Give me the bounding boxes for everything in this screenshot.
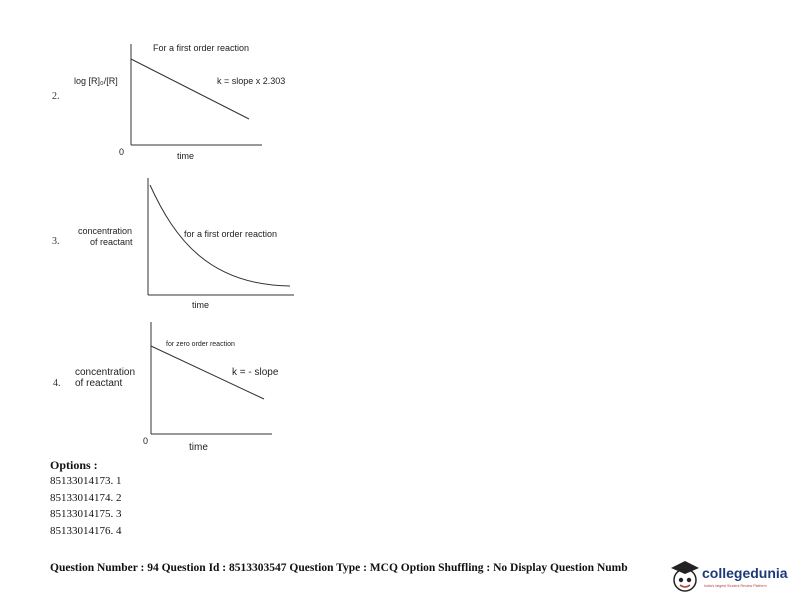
graph-2-annotation: k = slope x 2.303 xyxy=(217,76,286,86)
graph-4-x-label: time xyxy=(189,442,208,453)
graph-2-number: 2. xyxy=(52,91,60,102)
graph-2-origin: 0 xyxy=(119,147,125,157)
graph-3-y-label-line2: of reactant xyxy=(90,237,133,247)
logo-name: collegedunia xyxy=(702,565,788,581)
graph-3-annotation: for a first order reaction xyxy=(184,229,278,239)
options-title: Options : xyxy=(50,458,98,472)
option-item: 85133014173. 1 xyxy=(50,475,122,487)
graph-2-title: For a first order reaction xyxy=(153,43,250,53)
graduation-cap-icon xyxy=(668,556,702,596)
logo-tagline: India's largest Student Review Platform xyxy=(704,584,767,588)
question-info-footer: Question Number : 94 Question Id : 8513303547 Question Type : MCQ Option Shuffling : No Display Question Numb xyxy=(50,562,628,574)
graph-4-number: 4. xyxy=(53,378,61,389)
graph-2-y-label: log [R]₀/[R] xyxy=(74,76,118,86)
graph-4-title: for zero order reaction xyxy=(166,341,235,348)
collegedunia-logo[interactable] xyxy=(668,556,790,600)
graph-4-annotation: k = - slope xyxy=(232,367,279,378)
graph-3-number: 3. xyxy=(52,236,60,247)
option-item: 85133014175. 3 xyxy=(50,508,122,520)
option-item: 85133014174. 2 xyxy=(50,492,122,504)
graph-4-y-label-line1: concentration xyxy=(75,367,136,378)
option-item: 85133014176. 4 xyxy=(50,525,122,537)
graph-4-origin: 0 xyxy=(143,436,149,446)
graph-2-x-label: time xyxy=(177,151,195,161)
graph-3-y-label-line1: concentration xyxy=(78,226,133,236)
graph-3-x-label: time xyxy=(192,300,210,310)
graph-2-line xyxy=(131,59,249,119)
graph-4-y-label-line2: of reactant xyxy=(75,378,123,389)
